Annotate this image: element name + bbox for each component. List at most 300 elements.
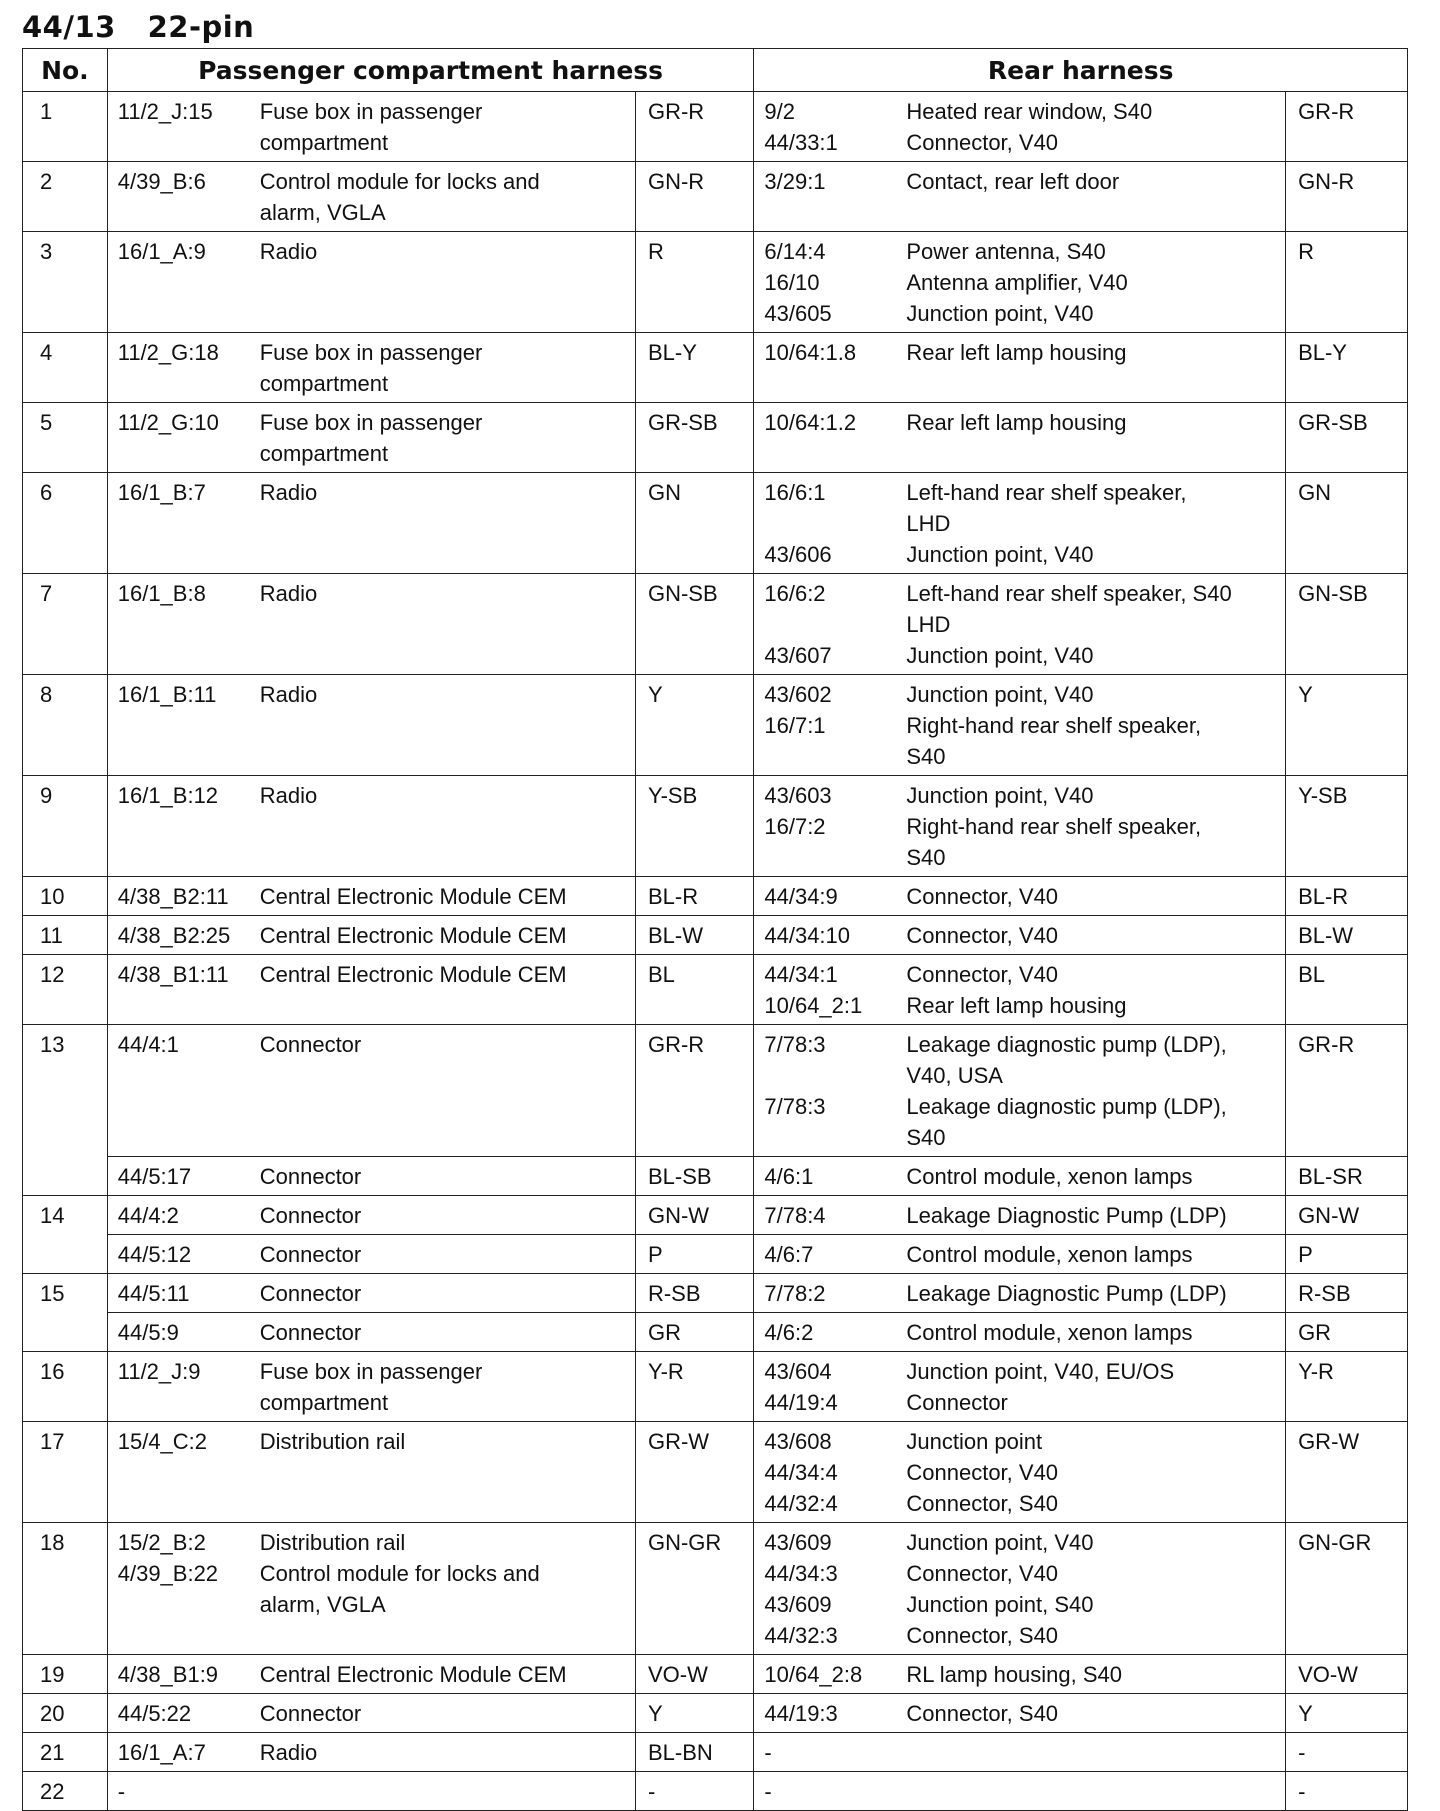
table-row xyxy=(23,1025,1408,1157)
entry xyxy=(764,298,1279,329)
pin-number: 3 xyxy=(23,232,108,333)
description-line: Central Electronic Module CEM xyxy=(259,884,567,909)
component-description xyxy=(906,539,1279,570)
entry xyxy=(118,1317,629,1348)
component-code: 16/1_A:7 xyxy=(117,1740,206,1765)
description-line: RL lamp housing, S40 xyxy=(906,1662,1123,1687)
description-line: Radio xyxy=(259,480,318,505)
description-line: Right-hand rear shelf speaker, xyxy=(906,814,1202,839)
component-code: 16/1_B:11 xyxy=(117,682,217,707)
component-code: 10/64:1.2 xyxy=(764,410,857,435)
component-code: 7/78:3 xyxy=(764,1094,826,1119)
component-code: 4/6:7 xyxy=(764,1242,814,1267)
description-line: Central Electronic Module CEM xyxy=(259,923,567,948)
component-description xyxy=(906,578,1279,640)
component-description xyxy=(260,1278,629,1309)
component-code: 44/5:9 xyxy=(117,1320,179,1345)
description-line: Connector, V40 xyxy=(906,923,1059,948)
rear-wire-color: GN xyxy=(1286,473,1408,574)
description-line: V40, USA xyxy=(906,1063,1003,1088)
entry xyxy=(764,780,1279,811)
passenger-entries xyxy=(107,1352,635,1422)
component-code: 43/603 xyxy=(764,783,832,808)
component-description xyxy=(906,477,1279,539)
rear-wire-color: BL-Y xyxy=(1286,333,1408,403)
component-description xyxy=(906,267,1279,298)
rear-entries xyxy=(754,1772,1286,1811)
description-line: alarm, VGLA xyxy=(259,200,386,225)
description-line: Contact, rear left door xyxy=(906,169,1120,194)
component-description xyxy=(260,407,629,469)
rear-wire-color: BL xyxy=(1286,955,1408,1025)
component-code: 16/1_A:9 xyxy=(117,239,206,264)
passenger-entries xyxy=(107,916,635,955)
component-code: 16/6:2 xyxy=(764,581,826,606)
component-description xyxy=(906,1029,1279,1091)
component-code: 16/1_B:12 xyxy=(117,783,219,808)
entry xyxy=(118,1356,629,1418)
component-code: 4/39_B:6 xyxy=(117,169,206,194)
rear-wire-color: Y-R xyxy=(1286,1352,1408,1422)
pin-number: 22 xyxy=(23,1772,108,1811)
component-description xyxy=(906,1356,1279,1387)
rear-wire-color: GN-GR xyxy=(1286,1523,1408,1655)
component-description xyxy=(906,881,1279,912)
rear-entries xyxy=(754,333,1286,403)
entry xyxy=(764,1091,1279,1153)
component-code: 44/34:9 xyxy=(764,884,838,909)
description-line: Control module for locks and xyxy=(259,1561,540,1586)
component-code: 4/38_B2:25 xyxy=(117,923,231,948)
passenger-wire-color: BL-R xyxy=(635,877,753,916)
table-row xyxy=(23,776,1408,877)
description-line: compartment xyxy=(259,130,389,155)
component-description xyxy=(906,990,1279,1021)
passenger-wire-color: GN-R xyxy=(635,162,753,232)
passenger-wire-color: GN-W xyxy=(635,1196,753,1235)
component-code: - xyxy=(764,1779,772,1804)
passenger-wire-color: GR-W xyxy=(635,1422,753,1523)
component-description xyxy=(260,1200,629,1231)
description-line: Connector xyxy=(259,1203,362,1228)
table-row xyxy=(23,877,1408,916)
table-row xyxy=(23,1274,1408,1313)
passenger-wire-color: BL-Y xyxy=(635,333,753,403)
description-line: Radio xyxy=(259,581,318,606)
passenger-entries xyxy=(107,574,635,675)
table-row xyxy=(23,162,1408,232)
component-description xyxy=(906,1387,1279,1418)
component-description xyxy=(906,407,1279,438)
passenger-entries xyxy=(107,1157,635,1196)
component-code: 7/78:2 xyxy=(764,1281,826,1306)
component-code: 4/39_B:22 xyxy=(117,1561,219,1586)
passenger-wire-color: GR xyxy=(635,1313,753,1352)
component-description xyxy=(906,236,1279,267)
table-row xyxy=(23,955,1408,1025)
passenger-wire-color: GN-SB xyxy=(635,574,753,675)
pin-number: 17 xyxy=(23,1422,108,1523)
rear-entries xyxy=(754,877,1286,916)
component-description xyxy=(906,1161,1279,1192)
entry xyxy=(118,1659,629,1690)
component-description xyxy=(260,477,629,508)
entry xyxy=(764,407,1279,438)
component-code: 4/38_B1:11 xyxy=(117,962,229,987)
description-line: Connector, V40 xyxy=(906,1460,1059,1485)
entry xyxy=(118,1737,629,1768)
entry xyxy=(764,1457,1279,1488)
entry xyxy=(764,267,1279,298)
component-description xyxy=(260,1426,629,1457)
rear-entries xyxy=(754,162,1286,232)
description-line: Fuse box in passenger xyxy=(259,410,483,435)
passenger-entries xyxy=(107,776,635,877)
entry xyxy=(118,881,629,912)
pin-number: 11 xyxy=(23,916,108,955)
description-line: Connector xyxy=(906,1390,1008,1415)
description-line: Central Electronic Module CEM xyxy=(259,962,567,987)
entry xyxy=(118,477,629,508)
component-code: 43/606 xyxy=(764,542,832,567)
component-code: 4/6:1 xyxy=(764,1164,814,1189)
component-description xyxy=(906,1488,1279,1519)
description-line: Leakage diagnostic pump (LDP), xyxy=(906,1094,1227,1119)
entry xyxy=(118,959,629,990)
component-code: 7/78:3 xyxy=(764,1032,826,1057)
rear-wire-color: GN-SB xyxy=(1286,574,1408,675)
description-line: Distribution rail xyxy=(259,1530,406,1555)
entry xyxy=(764,1161,1279,1192)
description-line: Junction point, S40 xyxy=(906,1592,1094,1617)
component-code: 16/10 xyxy=(764,270,820,295)
rear-wire-color: Y xyxy=(1286,675,1408,776)
component-code: 44/19:4 xyxy=(764,1390,838,1415)
component-description xyxy=(260,780,629,811)
pin-number: 1 xyxy=(23,92,108,162)
passenger-entries xyxy=(107,92,635,162)
description-line: Control module for locks and xyxy=(259,169,540,194)
rear-entries xyxy=(754,473,1286,574)
component-code: 10/64_2:1 xyxy=(764,993,863,1018)
component-code: 15/4_C:2 xyxy=(117,1429,208,1454)
rear-entries xyxy=(754,1274,1286,1313)
passenger-wire-color: GN xyxy=(635,473,753,574)
entry xyxy=(764,1239,1279,1270)
component-code: 44/34:10 xyxy=(764,923,851,948)
rear-entries xyxy=(754,1235,1286,1274)
component-description xyxy=(260,166,629,228)
description-line: Connector xyxy=(259,1164,362,1189)
entry xyxy=(764,1558,1279,1589)
pin-number: 8 xyxy=(23,675,108,776)
header-passenger-harness: Passenger compartment harness xyxy=(107,49,754,92)
table-row xyxy=(23,1772,1408,1811)
entry xyxy=(118,1200,629,1231)
entry xyxy=(118,1776,629,1807)
component-code: 44/34:4 xyxy=(764,1460,838,1485)
rear-wire-color: GR-SB xyxy=(1286,403,1408,473)
component-description xyxy=(260,578,629,609)
entry xyxy=(118,1029,629,1060)
pin-number: 9 xyxy=(23,776,108,877)
rear-wire-color: R xyxy=(1286,232,1408,333)
entry xyxy=(118,236,629,267)
entry xyxy=(118,96,629,158)
description-line: LHD xyxy=(906,612,951,637)
component-code: 43/608 xyxy=(764,1429,832,1454)
component-code: 16/7:1 xyxy=(764,713,826,738)
component-code: 44/33:1 xyxy=(764,130,838,155)
table-row xyxy=(23,92,1408,162)
entry xyxy=(764,959,1279,990)
component-description xyxy=(260,679,629,710)
description-line: Fuse box in passenger xyxy=(259,340,483,365)
component-description xyxy=(906,679,1279,710)
header-no: No. xyxy=(23,49,108,92)
table-row xyxy=(23,333,1408,403)
pin-number: 4 xyxy=(23,333,108,403)
rear-entries xyxy=(754,776,1286,877)
passenger-entries xyxy=(107,675,635,776)
passenger-entries xyxy=(107,877,635,916)
pin-number: 16 xyxy=(23,1352,108,1422)
description-line: Rear left lamp housing xyxy=(906,410,1127,435)
pin-number: 21 xyxy=(23,1733,108,1772)
component-description xyxy=(906,959,1279,990)
rear-entries xyxy=(754,1196,1286,1235)
description-line: Power antenna, S40 xyxy=(906,239,1106,264)
entry xyxy=(764,1029,1279,1091)
description-line: Control module, xenon lamps xyxy=(906,1320,1193,1345)
component-code: 4/38_B1:9 xyxy=(117,1662,219,1687)
component-description xyxy=(906,127,1279,158)
entry xyxy=(764,811,1279,873)
rear-entries xyxy=(754,1352,1286,1422)
component-code: 43/609 xyxy=(764,1530,832,1555)
pin-number: 14 xyxy=(23,1196,108,1274)
table-row xyxy=(23,1196,1408,1235)
description-line: Junction point, V40 xyxy=(906,1530,1094,1555)
passenger-entries xyxy=(107,1772,635,1811)
rear-wire-color: P xyxy=(1286,1235,1408,1274)
entry xyxy=(764,990,1279,1021)
description-line: alarm, VGLA xyxy=(259,1592,386,1617)
passenger-entries xyxy=(107,403,635,473)
component-description xyxy=(906,337,1279,368)
passenger-entries xyxy=(107,955,635,1025)
description-line: Connector, V40 xyxy=(906,130,1059,155)
passenger-wire-color: P xyxy=(635,1235,753,1274)
component-code: 15/2_B:2 xyxy=(117,1530,206,1555)
description-line: Leakage Diagnostic Pump (LDP) xyxy=(906,1203,1227,1228)
entry xyxy=(764,337,1279,368)
pin-number: 18 xyxy=(23,1523,108,1655)
table-row xyxy=(23,1655,1408,1694)
passenger-wire-color: R-SB xyxy=(635,1274,753,1313)
rear-wire-color: Y xyxy=(1286,1694,1408,1733)
passenger-wire-color: BL-BN xyxy=(635,1733,753,1772)
header-row xyxy=(23,49,1408,92)
table-row xyxy=(23,403,1408,473)
header-rear-harness: Rear harness xyxy=(754,49,1408,92)
component-code: 44/34:1 xyxy=(764,962,838,987)
rear-entries xyxy=(754,1523,1286,1655)
component-description xyxy=(260,920,629,951)
passenger-wire-color: Y-R xyxy=(635,1352,753,1422)
table-row xyxy=(23,232,1408,333)
description-line: Connector xyxy=(259,1701,362,1726)
entry xyxy=(118,1278,629,1309)
description-line: Junction point, V40 xyxy=(906,542,1094,567)
entry xyxy=(118,780,629,811)
table-row xyxy=(23,574,1408,675)
component-description xyxy=(260,1737,629,1768)
rear-entries xyxy=(754,1655,1286,1694)
component-description xyxy=(260,337,629,399)
table-row xyxy=(23,916,1408,955)
table-row xyxy=(23,473,1408,574)
page-title: 44/13 22-pin xyxy=(22,10,255,44)
passenger-wire-color: Y xyxy=(635,1694,753,1733)
entry xyxy=(764,881,1279,912)
entry xyxy=(764,1620,1279,1651)
rear-wire-color: GN-R xyxy=(1286,162,1408,232)
entry xyxy=(764,1527,1279,1558)
entry xyxy=(118,920,629,951)
description-line: Rear left lamp housing xyxy=(906,340,1127,365)
component-code: 6/14:4 xyxy=(764,239,826,264)
entry xyxy=(118,1527,629,1558)
component-code: 11/2_G:10 xyxy=(117,410,219,435)
passenger-entries xyxy=(107,1694,635,1733)
description-line: compartment xyxy=(259,441,389,466)
component-code: 4/38_B2:11 xyxy=(117,884,229,909)
passenger-entries xyxy=(107,1523,635,1655)
component-code: 43/604 xyxy=(764,1359,832,1384)
component-description xyxy=(906,710,1279,772)
passenger-entries xyxy=(107,1655,635,1694)
component-code: 7/78:4 xyxy=(764,1203,826,1228)
rear-entries xyxy=(754,916,1286,955)
pin-number: 12 xyxy=(23,955,108,1025)
description-line: Heated rear window, S40 xyxy=(906,99,1153,124)
description-line: Junction point, V40, EU/OS xyxy=(906,1359,1175,1384)
component-code: 4/6:2 xyxy=(764,1320,814,1345)
pin-number: 2 xyxy=(23,162,108,232)
entry xyxy=(118,679,629,710)
component-code: 44/4:2 xyxy=(117,1203,179,1228)
table-row xyxy=(23,675,1408,776)
component-description xyxy=(906,1698,1279,1729)
pin-number: 6 xyxy=(23,473,108,574)
component-code: 11/2_G:18 xyxy=(117,340,219,365)
rear-wire-color: R-SB xyxy=(1286,1274,1408,1313)
passenger-wire-color: Y-SB xyxy=(635,776,753,877)
component-description xyxy=(906,96,1279,127)
component-description xyxy=(260,1527,629,1558)
component-description xyxy=(906,1620,1279,1651)
component-description xyxy=(906,1457,1279,1488)
passenger-entries xyxy=(107,1274,635,1313)
rear-wire-color: BL-W xyxy=(1286,916,1408,955)
passenger-entries xyxy=(107,1733,635,1772)
description-line: Leakage diagnostic pump (LDP), xyxy=(906,1032,1227,1057)
component-description xyxy=(906,811,1279,873)
description-line: Fuse box in passenger xyxy=(259,99,483,124)
rear-entries xyxy=(754,1025,1286,1157)
component-code: 10/64:1.8 xyxy=(764,340,857,365)
component-code: 3/29:1 xyxy=(764,169,826,194)
component-description xyxy=(906,1317,1279,1348)
component-description xyxy=(260,96,629,158)
entry xyxy=(118,407,629,469)
component-code: 11/2_J:9 xyxy=(117,1359,201,1384)
entry xyxy=(118,1698,629,1729)
component-code: 44/19:3 xyxy=(764,1701,838,1726)
pin-number: 10 xyxy=(23,877,108,916)
passenger-entries xyxy=(107,333,635,403)
component-description xyxy=(260,1239,629,1270)
rear-entries xyxy=(754,1157,1286,1196)
passenger-wire-color: GR-R xyxy=(635,92,753,162)
description-line: compartment xyxy=(259,371,389,396)
rear-wire-color: BL-R xyxy=(1286,877,1408,916)
pin-number: 5 xyxy=(23,403,108,473)
entry xyxy=(118,1426,629,1457)
rear-entries xyxy=(754,92,1286,162)
component-code: 44/5:17 xyxy=(117,1164,192,1189)
rear-entries xyxy=(754,403,1286,473)
passenger-entries xyxy=(107,473,635,574)
description-line: Junction point xyxy=(906,1429,1043,1454)
component-code: 11/2_J:15 xyxy=(117,99,213,124)
entry xyxy=(764,539,1279,570)
rear-wire-color: GR xyxy=(1286,1313,1408,1352)
description-line: Rear left lamp housing xyxy=(906,993,1127,1018)
component-description xyxy=(260,236,629,267)
passenger-entries xyxy=(107,1196,635,1235)
description-line: Left-hand rear shelf speaker, S40 xyxy=(906,581,1232,606)
component-description xyxy=(260,881,629,912)
entry xyxy=(764,1659,1279,1690)
description-line: Junction point, V40 xyxy=(906,643,1094,668)
pin-number: 15 xyxy=(23,1274,108,1352)
component-description xyxy=(260,1776,629,1807)
description-line: Connector, V40 xyxy=(906,884,1059,909)
description-line: compartment xyxy=(259,1390,389,1415)
component-code: 16/6:1 xyxy=(764,480,826,505)
table-row xyxy=(23,1422,1408,1523)
description-line: Connector xyxy=(259,1281,362,1306)
passenger-wire-color: Y xyxy=(635,675,753,776)
table-row xyxy=(23,1523,1408,1655)
description-line: LHD xyxy=(906,511,951,536)
rear-entries xyxy=(754,675,1286,776)
passenger-entries xyxy=(107,232,635,333)
rear-entries xyxy=(754,232,1286,333)
entry xyxy=(764,1698,1279,1729)
entry xyxy=(764,710,1279,772)
passenger-entries xyxy=(107,1313,635,1352)
component-code: 16/1_B:8 xyxy=(117,581,206,606)
pin-number: 20 xyxy=(23,1694,108,1733)
passenger-entries xyxy=(107,162,635,232)
entry xyxy=(764,1426,1279,1457)
entry xyxy=(764,236,1279,267)
passenger-wire-color: BL xyxy=(635,955,753,1025)
rear-entries xyxy=(754,955,1286,1025)
